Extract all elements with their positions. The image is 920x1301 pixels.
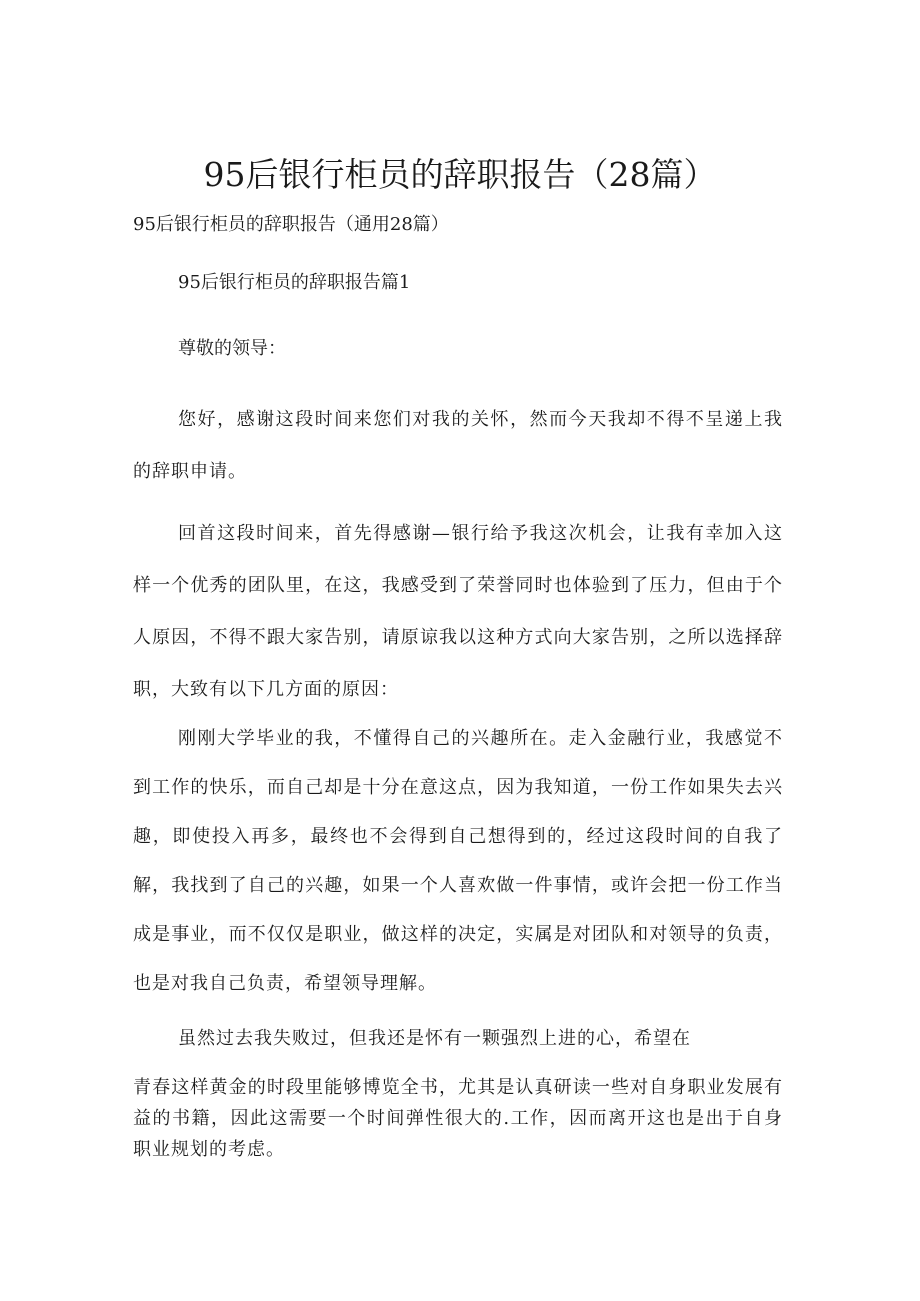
document-subtitle: 95后银行柜员的辞职报告（通用28篇） xyxy=(133,214,449,235)
section-heading: 95后银行柜员的辞职报告篇1 xyxy=(178,272,411,293)
document-title: 95后银行柜员的辞职报告（28篇） xyxy=(203,155,717,194)
paragraph: 回首这段时间来，首先得感谢—银行给予我这次机会，让我有幸加入这样一个优秀的团队里，在这，我感受到了荣誉同时也体验到了压力，但由于个人原因，不得不跟大家告别，请原谅我以这种方式向大家告别，之所以选择辞职，大致有以下几方面的原因： xyxy=(133,523,783,700)
paragraph: 您好，感谢这段时间来您们对我的关怀，然而今天我却不得不呈递上我的辞职申请。 xyxy=(133,409,783,482)
paragraph: 刚刚大学毕业的我，不懂得自己的兴趣所在。走入金融行业，我感觉不到工作的快乐，而自己却是十分在意这点，因为我知道，一份工作如果失去兴趣，即使投入再多，最终也不会得到自己想得到的，经过这段时间的自我了解，我找到了自己的兴趣，如果一个人喜欢做一件事情，或许会把一份工作当成是事业，而不仅仅是职业，做这样的决定，实属是对团队和对领导的负责，也是对我自己负责，希望领导理解。 xyxy=(133,728,783,994)
paragraph: 青春这样黄金的时段里能够博览全书，尤其是认真研读一些对自身职业发展有益的书籍，因此这需要一个时间弹性很大的.工作，因而离开这也是出于自身职业规划的考虑。 xyxy=(133,1077,783,1160)
salutation: 尊敬的领导： xyxy=(178,338,286,359)
paragraph: 虽然过去我失败过，但我还是怀有一颗强烈上进的心，希望在 xyxy=(178,1028,691,1049)
